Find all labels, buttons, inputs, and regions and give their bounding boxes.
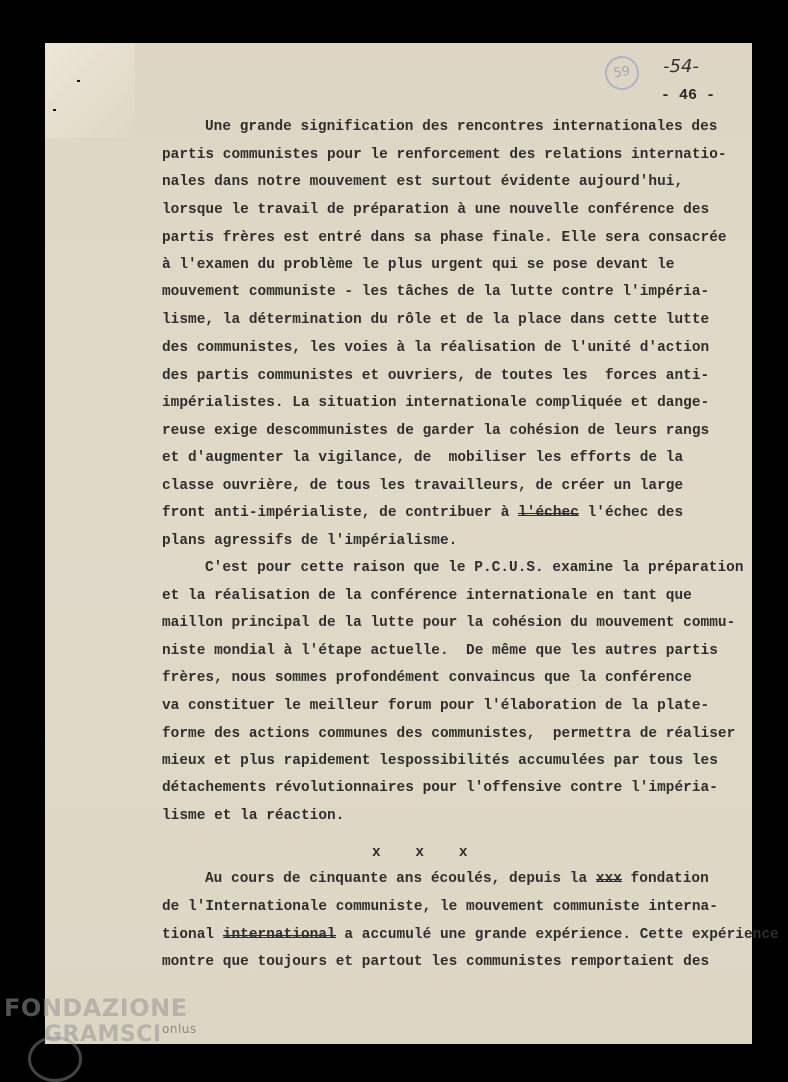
text-line: forme des actions communes des communistes, permettra de réaliser [162, 726, 736, 742]
text-line: frères, nous sommes profondément convaincus que la conférence [162, 670, 692, 686]
text-line: plans agressifs de l'impérialisme. [162, 533, 458, 549]
struck-word: international [222, 927, 336, 943]
text-segment: front anti-impérialiste, de contribuer à [162, 505, 510, 521]
text-line: reuse exige descommunistes de garder la cohésion de leurs rangs [162, 423, 710, 439]
text-line: C'est pour cette raison que le P.C.U.S. examine la préparation [205, 560, 744, 576]
text-line: des partis communistes et ouvriers, de toutes les forces anti- [162, 368, 710, 384]
text-line: montre que toujours et partout les communistes remportaient des [162, 954, 710, 970]
handwritten-page-number: -54- [663, 56, 699, 77]
struck-word: xxx [595, 871, 622, 887]
text-line: classe ouvrière, de tous les travailleurs, de créer un large [162, 478, 684, 494]
text-segment: l'échec des [587, 505, 684, 521]
watermark-line2: GRAMSCI [44, 1022, 162, 1047]
text-line [205, 871, 709, 887]
punch-mark [77, 80, 80, 82]
text-line: nales dans notre mouvement est surtout évidente aujourd'hui, [162, 174, 684, 190]
text-line: va constituer le meilleur forum pour l'élaboration de la plate- [162, 698, 710, 714]
struck-word: l'échec [518, 505, 579, 521]
archive-stamp: 59 [602, 53, 641, 92]
text-line: détachements révolutionnaires pour l'offensive contre l'impéria- [162, 780, 718, 796]
text-line: niste mondial à l'étape actuelle. De même que les autres partis [162, 643, 718, 659]
text-line: Une grande signification des rencontres internationales des [205, 119, 718, 135]
text-line: et d'augmenter la vigilance, de mobiliser les efforts de la [162, 450, 684, 466]
text-line: et la réalisation de la conférence internationale en tant que [162, 588, 692, 604]
text-line: lisme, la détermination du rôle et de la place dans cette lutte [162, 312, 710, 328]
watermark-suffix: onlus [162, 1022, 197, 1036]
text-line: partis frères est entré dans sa phase finale. Elle sera consacrée [162, 230, 727, 246]
text-line [162, 927, 779, 943]
section-separator: x x x [372, 845, 468, 861]
text-line: partis communistes pour le renforcement des relations internatio- [162, 147, 727, 163]
text-line: maillon principal de la lutte pour la cohésion du mouvement commu- [162, 615, 736, 631]
text-line: des communistes, les voies à la réalisation de l'unité d'action [162, 340, 710, 356]
text-segment: fondation [630, 871, 709, 887]
text-line: impérialistes. La situation internationale compliquée et dange- [162, 395, 710, 411]
punch-mark [53, 109, 56, 111]
text-segment: a accumulé une grande expérience. Cette expérience [344, 927, 779, 943]
text-line: de l'Internationale communiste, le mouvement communiste interna- [162, 899, 718, 915]
text-line: lisme et la réaction. [162, 808, 345, 824]
watermark-line1: FONDAZIONE [4, 994, 188, 1022]
text-line [162, 505, 683, 521]
archive-watermark [4, 994, 197, 1047]
text-segment: tional [162, 927, 215, 943]
typed-page-number: - 46 - [661, 87, 716, 104]
text-line: lorsque le travail de préparation à une nouvelle conférence des [162, 202, 710, 218]
text-line: mieux et plus rapidement lespossibilités accumulées par tous les [162, 753, 718, 769]
text-segment: Au cours de cinquante ans écoulés, depuis la [205, 871, 588, 887]
text-line: mouvement communiste - les tâches de la lutte contre l'impéria- [162, 284, 710, 300]
text-line: à l'examen du problème le plus urgent qui se pose devant le [162, 257, 675, 273]
